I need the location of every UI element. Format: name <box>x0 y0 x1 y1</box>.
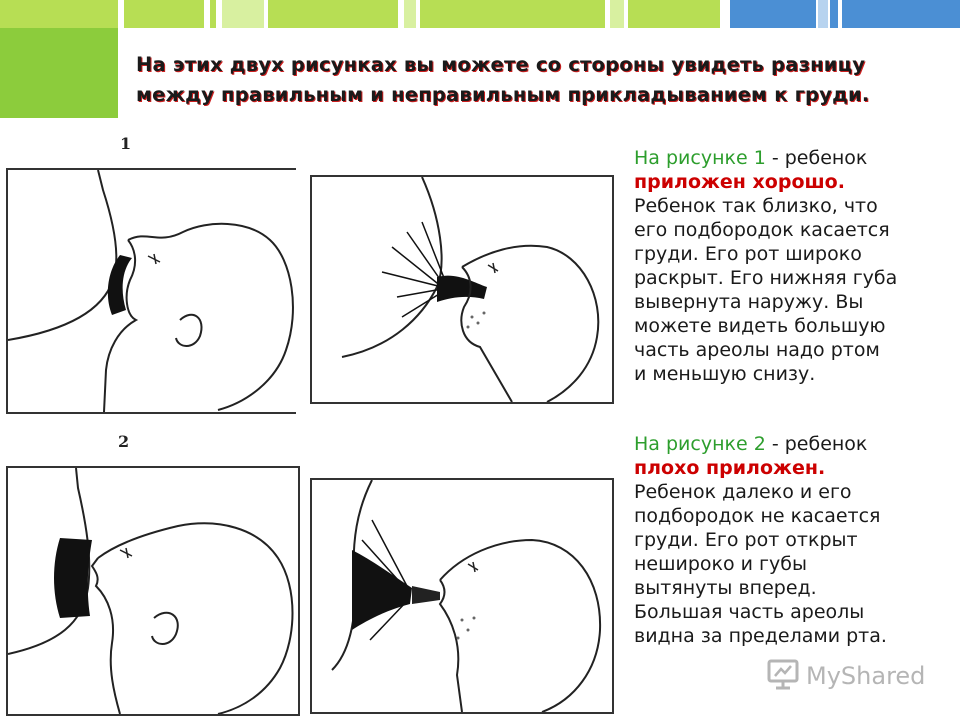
desc1-line: и меньшую снизу. <box>634 363 816 385</box>
desc1-line: вывернута наружу. Вы <box>634 291 864 313</box>
desc2-line: груди. Его рот открыт <box>634 529 858 551</box>
bar-segment <box>404 0 416 28</box>
figure-2-cross-section <box>310 478 614 714</box>
desc1-verdict: приложен хорошо. <box>634 171 845 193</box>
desc2-verdict: плохо приложен. <box>634 457 826 479</box>
bar-segment <box>222 0 264 28</box>
desc2-line: Большая часть ареолы <box>634 601 865 623</box>
figure-1-cross-section <box>310 175 614 404</box>
desc2-heading: На рисунке 2 <box>634 433 766 455</box>
desc1-dash: - ребенок <box>765 147 868 169</box>
desc2-line: нешироко и губы <box>634 553 808 575</box>
title-line-1: На этих двух рисунках вы можете со стороны увидеть разницу <box>136 53 866 76</box>
bar-segment <box>628 0 720 28</box>
desc2-line: вытянуты вперед. <box>634 577 817 599</box>
slide-title <box>136 50 926 110</box>
desc1-line: его подбородок касается <box>634 219 890 241</box>
bar-segment <box>842 0 960 28</box>
desc2-dash: - ребенок <box>765 433 868 455</box>
presentation-board-icon <box>766 657 800 695</box>
corner-green-block <box>0 28 118 118</box>
desc1-heading: На рисунке 1 <box>634 147 766 169</box>
bar-segment <box>420 0 605 28</box>
bar-segment <box>124 0 204 28</box>
desc1-heading-line <box>634 146 934 170</box>
title-line-2: между правильным и неправильным прикладыванием к груди. <box>136 83 870 106</box>
figure-2-number: 2 <box>118 432 130 451</box>
desc2-heading-line <box>634 432 934 456</box>
figure-1-number: 1 <box>120 134 132 153</box>
description-figure-2 <box>634 432 934 648</box>
bar-segment <box>610 0 624 28</box>
desc2-line: видна за пределами рта. <box>634 625 887 647</box>
desc1-line: груди. Его рот широко <box>634 243 862 265</box>
desc1-line: раскрыт. Его нижняя губа <box>634 267 898 289</box>
description-figure-1 <box>634 146 934 386</box>
bar-segment <box>268 0 398 28</box>
bar-segment <box>210 0 216 28</box>
bar-segment <box>818 0 828 28</box>
figure-1-side-view <box>6 168 296 414</box>
bar-segment <box>0 0 118 28</box>
myshared-watermark[interactable] <box>766 656 936 696</box>
desc2-line: Ребенок далеко и его <box>634 481 852 503</box>
desc1-line: можете видеть большую <box>634 315 886 337</box>
top-decorative-bar <box>0 0 960 28</box>
desc1-line: Ребенок так близко, что <box>634 195 878 217</box>
figure-2-side-view <box>6 466 300 716</box>
desc2-line: подбородок не касается <box>634 505 881 527</box>
desc1-line: часть ареолы надо ртом <box>634 339 880 361</box>
bar-segment <box>730 0 816 28</box>
brand-name: MyShared <box>806 662 926 690</box>
bar-segment <box>830 0 838 28</box>
